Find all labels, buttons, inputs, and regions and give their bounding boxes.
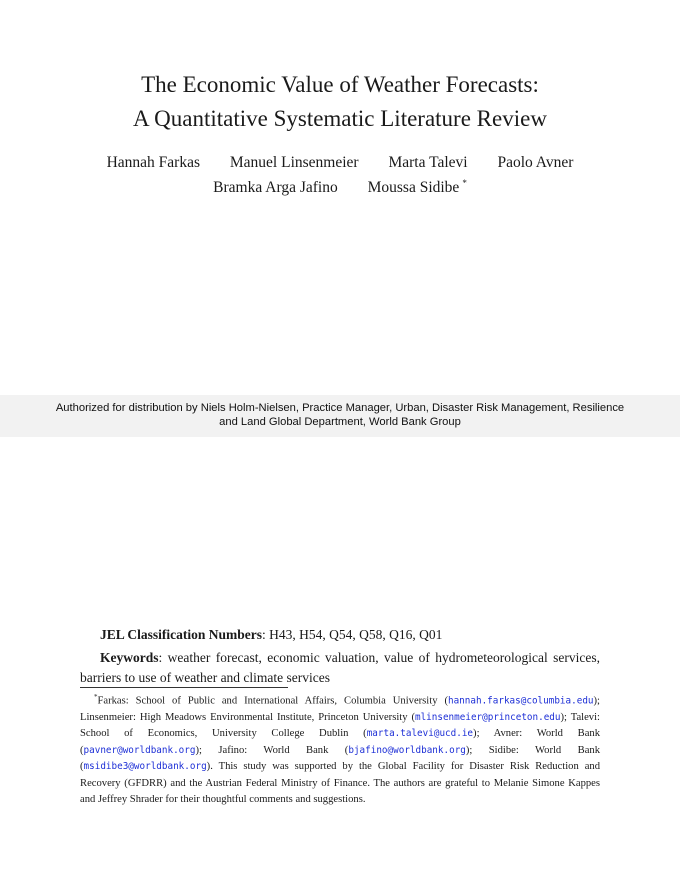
footnote-text: ); Talevi: School of Economics, University College Dublin (: [80, 711, 600, 740]
author-name: Moussa Sidibe: [367, 179, 460, 197]
author-name: Bramka Arga Jafino: [213, 179, 338, 197]
keywords-label: Keywords: [100, 650, 159, 665]
keywords: [80, 648, 600, 688]
email-link-farkas[interactable]: hannah.farkas@columbia.edu: [447, 695, 594, 707]
jel-codes: : H43, H54, Q54, Q58, Q16, Q01: [262, 627, 443, 642]
email-link-sidibe[interactable]: msidibe3@worldbank.org: [83, 761, 207, 773]
author-name: Paolo Avner: [497, 154, 574, 171]
banner-line-2: and Land Global Department, World Bank Group: [219, 415, 461, 428]
title-line-1: The Economic Value of Weather Forecasts:: [141, 72, 539, 97]
title-line-2: A Quantitative Systematic Literature Review: [133, 106, 547, 131]
email-link-jafino[interactable]: bjafino@worldbank.org: [348, 744, 466, 756]
footnote-text: ); Jafino: World Bank (: [195, 744, 349, 756]
keywords-list: : weather forecast, economic valuation, value of hydrometeorological services, barriers to use of weather and climate services: [80, 650, 600, 685]
jel-label: JEL Classification Numbers: [100, 627, 263, 642]
banner-line-1: Authorized for distribution by Niels Holm-Nielsen, Practice Manager, Urban, Disaster Risk Management, Resilience: [55, 402, 625, 414]
author-name: Hannah Farkas: [106, 154, 201, 171]
footnote-text: Farkas: School of Public and International Affairs, Columbia University (: [97, 695, 448, 707]
footnote-text: ); Avner: World Bank (: [80, 728, 600, 756]
author-name: Marta Talevi: [388, 154, 468, 171]
footnote-text: ); Sidibe: World Bank (: [80, 744, 600, 773]
footnote-text: ); Linsenmeier: High Meadows Environmental Institute, Princeton University (: [80, 695, 600, 723]
footnote-rule: [80, 687, 288, 688]
author-name: Manuel Linsenmeier: [229, 154, 359, 171]
author-list-row-1: [0, 154, 680, 172]
footnote-marker[interactable]: *: [462, 178, 467, 188]
footnote-text: ). This study was supported by the Global Facility for Disaster Risk Reduction and Recovery (GFDRR) and the Austrian Federal Ministry of Finance. The authors are grateful to Melanie Simone Kappes and Jeffrey Shrader for their thoughtful comments and suggestions.: [80, 761, 600, 805]
author-name-with-footnote: [368, 178, 467, 197]
email-link-talevi[interactable]: marta.talevi@ucd.ie: [366, 728, 474, 740]
jel-classification: [100, 627, 600, 643]
footnote: [80, 689, 600, 808]
distribution-banner: [0, 395, 680, 437]
email-link-avner[interactable]: pavner@worldbank.org: [83, 744, 196, 756]
author-list-row-2: [0, 178, 680, 197]
email-link-linsenmeier[interactable]: mlinsenmeier@princeton.edu: [414, 711, 561, 723]
paper-title: [0, 68, 680, 136]
footnote-marker: *: [94, 693, 98, 701]
